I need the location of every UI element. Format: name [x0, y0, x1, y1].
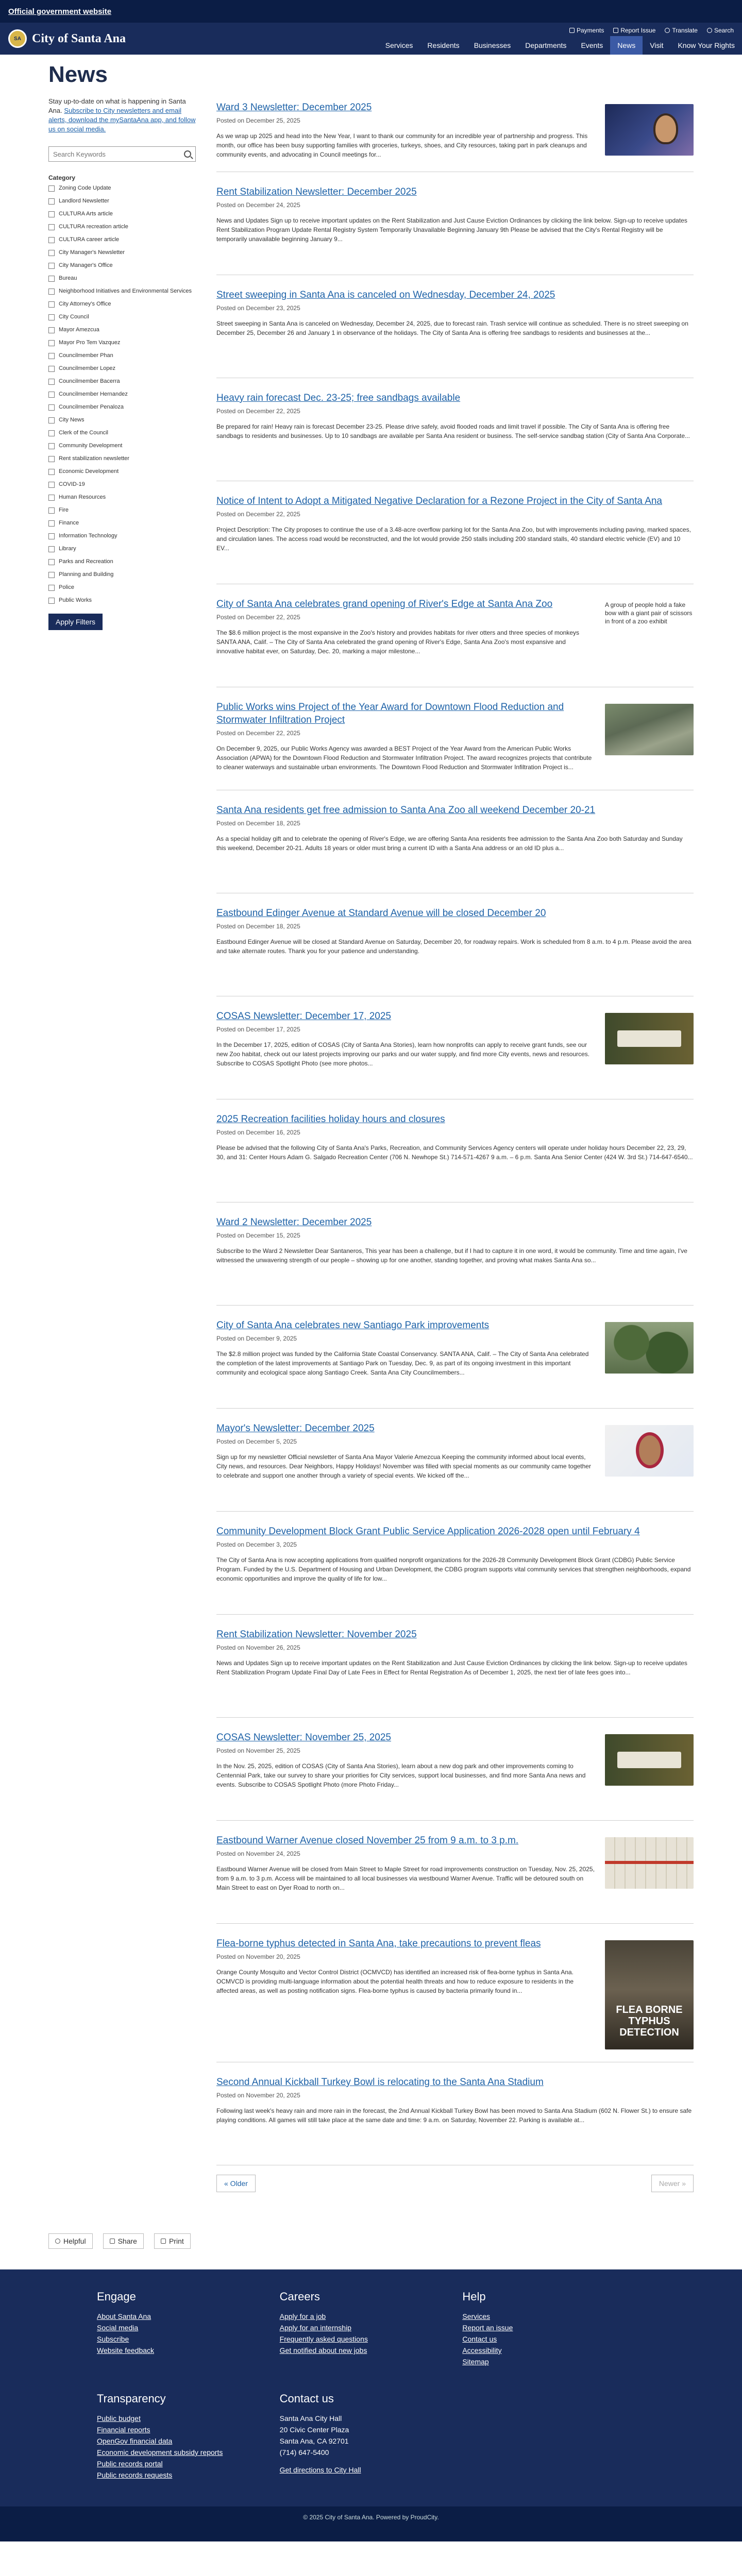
cosas-logo-icon — [617, 1752, 681, 1768]
news-text — [216, 907, 694, 984]
footer-link-about-santa-ana[interactable]: About Santa Ana — [97, 2312, 151, 2320]
news-text — [216, 1319, 595, 1396]
news-title-link[interactable]: Ward 3 Newsletter: December 2025 — [216, 102, 372, 113]
category-clerk-of-the-council[interactable]: Clerk of the Council — [48, 429, 196, 437]
news-text — [216, 1731, 595, 1808]
aerial-photo-image — [605, 704, 694, 755]
nav-services[interactable]: Services — [385, 41, 413, 49]
news-text — [216, 101, 595, 159]
footer-link-website-feedback[interactable]: Website feedback — [97, 2346, 155, 2354]
footer-text: 20 Civic Center Plaza — [279, 2426, 349, 2434]
category-checkbox[interactable] — [48, 456, 55, 462]
category-library[interactable]: Library — [48, 545, 196, 553]
closure-map-image — [605, 1837, 694, 1889]
news-summary: In the Nov. 25, 2025, edition of COSAS (City of Santa Ana Stories), learn about a new dog park and other improvements coming to Centennial Park, take our survey to share your priorities for City services, support local businesses, and find more Santa Ana news and events. Subscribe to COSAS Spotlight Photo (more Photo Friday... — [216, 1762, 586, 1788]
category-checkbox[interactable] — [48, 469, 55, 475]
category-checkbox[interactable] — [48, 404, 55, 411]
footer-link-report-an-issue[interactable]: Report an issue — [462, 2324, 513, 2332]
news-date: Posted on December 18, 2025 — [216, 820, 300, 827]
news-title-link[interactable]: 2025 Recreation facilities holiday hours and closures — [216, 1114, 445, 1125]
category-checkbox[interactable] — [48, 263, 55, 269]
news-item — [216, 584, 694, 687]
print-button[interactable]: Print — [154, 2233, 191, 2249]
news-item — [216, 481, 694, 584]
category-checkbox[interactable] — [48, 507, 55, 514]
category-checkbox[interactable] — [48, 289, 55, 295]
news-item — [216, 1718, 694, 1821]
news-item — [216, 1821, 694, 1924]
category-councilmember-penaloza[interactable]: Councilmember Penaloza — [48, 403, 196, 411]
category-label: Category — [48, 174, 76, 181]
news-date: Posted on December 15, 2025 — [216, 1232, 300, 1239]
news-date: Posted on December 22, 2025 — [216, 730, 300, 737]
news-title-link[interactable]: Ward 2 Newsletter: December 2025 — [216, 1217, 372, 1228]
category-checkbox[interactable] — [48, 482, 55, 488]
news-text — [216, 1216, 694, 1293]
footer-text: Santa Ana, CA 92701 — [279, 2437, 349, 2445]
site-name: City of Santa Ana — [32, 31, 126, 45]
footer-link-subscribe[interactable]: Subscribe — [97, 2335, 129, 2343]
nav-departments[interactable]: Departments — [525, 41, 567, 49]
category-checkbox[interactable] — [48, 417, 55, 423]
news-summary: Orange County Mosquito and Vector Control District (OCMVCD) has identified an increased risk of flea-borne typhus in Santa Ana. OCMVCD is providing multi-language information about the potential health threats and how to reduce exposure to residents in the affected areas, as well as posting notification signs. Flea-borne typhus is caused by bacteria primarily found in... — [216, 1969, 574, 1994]
category-landlord-newsletter[interactable]: Landlord Newsletter — [48, 197, 196, 205]
category-human-resources[interactable]: Human Resources — [48, 494, 196, 501]
search-icon[interactable] — [184, 150, 191, 158]
utility-translate-link[interactable]: Translate — [665, 27, 698, 34]
category-councilmember-phan[interactable]: Councilmember Phan — [48, 352, 196, 360]
category-city-manager-s-newsletter[interactable]: City Manager's Newsletter — [48, 249, 196, 257]
nav-events[interactable]: Events — [581, 41, 603, 49]
footer-heading: Careers — [279, 2290, 320, 2303]
category-economic-development[interactable]: Economic Development — [48, 468, 196, 476]
news-title-link[interactable]: COSAS Newsletter: December 17, 2025 — [216, 1011, 391, 1022]
footer-link-public-budget[interactable]: Public budget — [97, 2414, 141, 2422]
megaphone-icon — [613, 28, 618, 33]
news-text — [216, 1422, 595, 1499]
news-title-link[interactable]: Notice of Intent to Adopt a Mitigated Negative Declaration for a Rezone Project in the City of Santa Ana — [216, 496, 663, 506]
news-summary: Eastbound Warner Avenue will be closed from Main Street to Maple Street for road improvements construction on Tuesday, Nov. 25, 2025, from 9 a.m. to 3 p.m. Access will be maintained to all local businesses via westbound Warner Avenue. Traffic will be detoured south on Main Street to east on Dyer Road to north on... — [216, 1866, 595, 1891]
news-text — [216, 289, 694, 365]
intro-text: Stay up-to-date on what is happening in Santa Ana. Subscribe to City newsletters and email alerts, download the mySantaAna app, and follow us on social media. — [48, 97, 196, 133]
news-summary: News and Updates Sign up to receive important updates on the Rent Stabilization and Just Cause Eviction Ordinances by clicking the link below. Sign-up to receive updates Rent Stabilization Program Update Final Day of Late Fees in Effect for Rental Registration As of December 1, 2025, the next tier of late fees goes into... — [216, 1659, 687, 1676]
news-title-link[interactable]: Rent Stabilization Newsletter: November 2025 — [216, 1629, 417, 1640]
news-title-link[interactable]: Second Annual Kickball Turkey Bowl is relocating to the Santa Ana Stadium — [216, 2077, 544, 2088]
news-summary: The $8.6 million project is the most expansive in the Zoo's history and provides habitats for river otters and three species of monkeys SANTA ANA, Calif. – The City of Santa Ana celebrated the grand opening of River's Edge, Santa Ana Zoo's most expansive and innovative habitat ever, on Saturday, Dec. 20, marking a major milestone... — [216, 629, 579, 655]
category-public-works[interactable]: Public Works — [48, 597, 196, 604]
share-icon — [110, 2239, 115, 2244]
nav-businesses[interactable]: Businesses — [474, 41, 511, 49]
footer-column-careers — [280, 2290, 463, 2367]
helpful-button[interactable]: Helpful — [48, 2233, 93, 2249]
site-footer — [0, 2269, 742, 2506]
news-list — [216, 62, 694, 2192]
newsletter-portrait-image — [605, 104, 694, 156]
news-summary: Street sweeping in Santa Ana is canceled on Wednesday, December 24, 2025, due to forecast rain. Trash service will continue as scheduled. There is no street sweeping on December 25, December 26 and January 1 in observance of the holidays. The City of Santa Ana is offering free sandbags to residents and businesses at the... — [216, 320, 688, 336]
news-item — [216, 1409, 694, 1512]
news-summary: Following last week's heavy rain and more rain in the forecast, the 2nd Annual Kickball Turkey Bowl has been moved to Santa Ana Stadium (602 N. Flower St.) to ensure safe playing conditions. All games will still take place at the same date and time: 9 a.m. on Saturday, November 22. Parking is available at... — [216, 2107, 692, 2124]
footer-link-social-media[interactable]: Social media — [97, 2324, 139, 2332]
share-bar — [48, 2233, 694, 2249]
category-finance[interactable]: Finance — [48, 519, 196, 527]
news-summary: News and Updates Sign up to receive important updates on the Rent Stabilization and Just Cause Eviction Ordinances by clicking the link below. Sign-up to receive updates Rent Stabilization Program Update Rental Registry System Temporarily Unavailable Beginning January 9th Please be advised that the City's Rental Registry will be temporarily unavailable beginning January 9... — [216, 217, 687, 243]
news-item — [216, 1202, 694, 1306]
news-date: Posted on December 22, 2025 — [216, 614, 300, 621]
news-item — [216, 687, 694, 790]
news-title-link[interactable]: Rent Stabilization Newsletter: December 2025 — [216, 187, 417, 197]
footer-link-opengov-financial-data[interactable]: OpenGov financial data — [97, 2437, 173, 2445]
news-item — [216, 1615, 694, 1718]
footer-heading: Contact us — [279, 2392, 334, 2405]
footer-link-sitemap[interactable]: Sitemap — [462, 2358, 489, 2366]
news-date: Posted on December 5, 2025 — [216, 1438, 297, 1445]
category-planning-and-building[interactable]: Planning and Building — [48, 571, 196, 579]
category-rent-stabilization-newsletter[interactable]: Rent stabilization newsletter — [48, 455, 196, 463]
news-item — [216, 790, 694, 893]
category-cultura-arts-article[interactable]: CULTURA Arts article — [48, 210, 196, 218]
card-icon — [569, 28, 575, 33]
category-checkbox[interactable] — [48, 585, 55, 591]
category-checkbox[interactable] — [48, 353, 55, 359]
news-summary: Sign up for my newsletter Official newsletter of Santa Ana Mayor Valerie Amezcua Keeping the community informed about local events, City news, and resources. Dear Neighbors, Happy Holidays! November was filled with special moments as our community came together to celebrate and support one another through a variety of special events. We kicked off the... — [216, 1453, 591, 1479]
news-title-link[interactable]: Street sweeping in Santa Ana is canceled on Wednesday, December 24, 2025 — [216, 290, 555, 300]
footer-heading: Engage — [97, 2290, 136, 2303]
news-text — [216, 1834, 595, 1911]
news-title-link[interactable]: Heavy rain forecast Dec. 23-25; free sandbags available — [216, 393, 461, 403]
news-title-link[interactable]: Eastbound Warner Avenue closed November 25 from 9 a.m. to 3 p.m. — [216, 1835, 519, 1846]
category-checkbox[interactable] — [48, 301, 55, 308]
news-summary: Project Description: The City proposes to continue the use of a 3.48-acre overflow parking lot for the Santa Ana Zoo, but with improvements including paving, marked spaces, and circulation lanes. The access road would be reconstructed, and the lot would provide 250 stalls including 200 standard stalls, 40 standard electric vehicle (EV) and 10 EV... — [216, 526, 691, 552]
footer-link-economic-development-subsidy-reports[interactable]: Economic development subsidy reports — [97, 2448, 223, 2456]
footer-heading: Transparency — [97, 2392, 166, 2405]
news-date: Posted on November 25, 2025 — [216, 1747, 300, 1754]
footer-link-public-records-portal[interactable]: Public records portal — [97, 2460, 163, 2468]
news-date: Posted on November 26, 2025 — [216, 1644, 300, 1651]
category-checkbox[interactable] — [48, 198, 55, 205]
news-title-link[interactable]: Santa Ana residents get free admission to Santa Ana Zoo all weekend December 20-21 — [216, 805, 596, 816]
news-summary: As we wrap up 2025 and head into the New Year, I want to thank our community for an incredible year of partnership and progress. This month, our office has been busy supporting families with groceries, turkeys, shoes, and City resources, taking part in park cleanups and community events, and advocating in Council meetings for... — [216, 132, 588, 158]
category-police[interactable]: Police — [48, 584, 196, 591]
news-summary: The $2.8 million project was funded by the California State Coastal Conservancy. SANTA ANA, Calif. – The City of Santa Ana celebrated the completion of the latest improvements at Santiago Park on Tuesday, Dec. 9, as part of its ongoing investment in this important community and ecological space along Santiago Creek. Santa Ana City Councilmembers... — [216, 1350, 589, 1376]
printer-icon — [161, 2239, 166, 2244]
category-cultura-recreation-article[interactable]: CULTURA recreation article — [48, 223, 196, 231]
category-fire[interactable]: Fire — [48, 506, 196, 514]
news-title-link[interactable]: City of Santa Ana celebrates grand opening of River's Edge at Santa Ana Zoo — [216, 599, 553, 609]
nav-know-your-rights[interactable]: Know Your Rights — [678, 41, 735, 49]
category-checkbox[interactable] — [48, 598, 55, 604]
category-checkbox[interactable] — [48, 546, 55, 552]
news-item — [216, 1306, 694, 1409]
main-nav — [378, 36, 742, 55]
news-date: Posted on December 22, 2025 — [216, 408, 300, 415]
footer-column-help — [462, 2290, 645, 2367]
news-item — [216, 1924, 694, 2062]
category-checkbox[interactable] — [48, 185, 55, 192]
share-button[interactable]: Share — [103, 2233, 144, 2249]
portrait-face-icon — [653, 113, 678, 144]
nav-residents[interactable]: Residents — [427, 41, 460, 49]
news-summary: Eastbound Edinger Avenue will be closed at Standard Avenue on Saturday, December 20, for roadway repairs. Work is scheduled from 8 a.m. to 4 p.m. Please avoid the area and take alternate routes. Thank you for your patience and understanding. — [216, 938, 692, 955]
category-checkbox[interactable] — [48, 224, 55, 230]
category-checkbox[interactable] — [48, 237, 55, 243]
news-summary: In the December 17, 2025, edition of COSAS (City of Santa Ana Stories), learn how nonprofits can apply to receive grant funds, see our new Zoo habitat, check out our latest projects improving our parks and our water supply, and find more City events, news and resources. Subscribe to COSAS Spotlight Photo (see more photos... — [216, 1041, 590, 1067]
category-checkbox[interactable] — [48, 211, 55, 217]
news-date: Posted on December 18, 2025 — [216, 923, 300, 930]
footer-bottom: © 2025 City of Santa Ana. Powered by ProudCity. — [0, 2506, 742, 2541]
category-city-manager-s-office[interactable]: City Manager's Office — [48, 262, 196, 269]
news-date: Posted on December 16, 2025 — [216, 1129, 300, 1136]
news-item — [216, 996, 694, 1099]
poster-text: FLEA BORNE TYPHUS DETECTION — [616, 2004, 683, 2038]
news-text — [216, 804, 694, 880]
footer-link-contact-us[interactable]: Contact us — [462, 2335, 497, 2343]
news-title-link[interactable]: Flea-borne typhus detected in Santa Ana, take precautions to prevent fleas — [216, 1938, 541, 1949]
news-text — [216, 598, 595, 674]
news-item — [216, 62, 694, 172]
news-summary: Please be advised that the following City of Santa Ana's Parks, Recreation, and Community Services Agency centers will operate under holiday hours December 22, 23, 29, 30, and 31: Center Hours Adam G. Salgado Recreation Center (706 N. Newhope St.) 714-571-4267 9 a.m. – 6 p.m. Santa Ana Senior Center (424 W. 3rd St.) 714-647-6540... — [216, 1144, 693, 1161]
nav-visit[interactable]: Visit — [650, 41, 664, 49]
news-text — [216, 392, 694, 468]
closed-road-icon — [605, 1861, 694, 1864]
footer-text: Santa Ana City Hall — [279, 2414, 342, 2422]
category-checkbox[interactable] — [48, 340, 55, 346]
category-parks-and-recreation[interactable]: Parks and Recreation — [48, 558, 196, 566]
category-councilmember-lopez[interactable]: Councilmember Lopez — [48, 365, 196, 372]
utility-report-issue-link[interactable]: Report Issue — [613, 27, 655, 34]
cosas-logo-image — [605, 1013, 694, 1064]
footer-link-public-records-requests[interactable]: Public records requests — [97, 2471, 173, 2479]
gov-banner-text[interactable]: Official government website — [8, 7, 112, 16]
news-date: Posted on December 23, 2025 — [216, 304, 300, 312]
category-information-technology[interactable]: Information Technology — [48, 532, 196, 540]
news-date: Posted on December 3, 2025 — [216, 1541, 297, 1548]
page-title: News — [48, 62, 108, 87]
utility-nav — [569, 27, 734, 34]
category-checkbox[interactable] — [48, 572, 55, 578]
news-text — [216, 495, 694, 571]
news-text — [216, 1010, 595, 1087]
globe-icon — [665, 28, 670, 33]
sidebar — [48, 62, 196, 2192]
category-checkbox[interactable] — [48, 379, 55, 385]
category-checkbox[interactable] — [48, 276, 55, 282]
heart-icon — [55, 2239, 60, 2244]
category-checkbox[interactable] — [48, 443, 55, 449]
city-seal-icon: SA — [8, 29, 27, 48]
category-city-news[interactable]: City News — [48, 416, 196, 424]
news-title-link[interactable]: Public Works wins Project of the Year Award for Downtown Flood Reduction and Stormwater Infiltration Project — [216, 702, 564, 725]
apply-filters-button[interactable]: Apply Filters — [48, 614, 103, 630]
category-cultura-career-article[interactable]: CULTURA career article — [48, 236, 196, 244]
footer-directions-link[interactable]: Get directions to City Hall — [279, 2466, 361, 2474]
category-councilmember-hernandez[interactable]: Councilmember Hernandez — [48, 391, 196, 398]
mayor-portrait-image — [605, 1425, 694, 1477]
news-text — [216, 185, 694, 262]
news-title-link[interactable]: City of Santa Ana celebrates new Santiago Park improvements — [216, 1320, 490, 1331]
site-header — [0, 23, 742, 55]
news-summary: On December 9, 2025, our Public Works Agency was awarded a BEST Project of the Year Award from the American Public Works Association (APWA) for the Downtown Flood Reduction and Stormwater Infiltration Project. The award recognizes projects that contribute to cleaner waterways and sustainable urban environments. The Downtown Flood Reduction and Stormwater Infiltration Project is... — [216, 745, 592, 771]
category-list — [48, 184, 196, 604]
category-checkbox[interactable] — [48, 366, 55, 372]
news-date: Posted on December 22, 2025 — [216, 511, 300, 518]
category-checkbox[interactable] — [48, 430, 55, 436]
category-neighborhood-initiatives-and-environmental-services[interactable]: Neighborhood Initiatives and Environmental Services — [48, 287, 196, 295]
park-trees-image — [605, 1322, 694, 1374]
footer-text: (714) 647-5400 — [279, 2448, 329, 2456]
news-title-link[interactable]: COSAS Newsletter: November 25, 2025 — [216, 1732, 391, 1743]
broken-image-alt-text: A group of people hold a fake bow with a giant pair of scissors in front of a zoo exhibit — [605, 601, 693, 625]
search-icon — [707, 28, 712, 33]
nav-news[interactable]: News — [610, 36, 643, 55]
news-text — [216, 1628, 694, 1705]
news-title-link[interactable]: Mayor's Newsletter: December 2025 — [216, 1423, 375, 1434]
category-covid-19[interactable]: COVID-19 — [48, 481, 196, 488]
news-item — [216, 1099, 694, 1202]
news-title-link[interactable]: Community Development Block Grant Public Service Application 2026-2028 open until February 4 — [216, 1526, 640, 1537]
news-item — [216, 275, 694, 378]
category-checkbox[interactable] — [48, 495, 55, 501]
news-item — [216, 172, 694, 275]
utility-search-link[interactable]: Search — [707, 27, 734, 34]
older-button[interactable]: « Older — [216, 2175, 256, 2192]
search-input[interactable] — [53, 150, 172, 158]
cosas-logo-image — [605, 1734, 694, 1786]
news-date: Posted on November 20, 2025 — [216, 2092, 300, 2099]
category-checkbox[interactable] — [48, 327, 55, 333]
category-checkbox[interactable] — [48, 314, 55, 320]
footer-link-frequently-asked-questions[interactable]: Frequently asked questions — [279, 2335, 368, 2343]
category-checkbox[interactable] — [48, 520, 55, 527]
news-summary: The City of Santa Ana is now accepting applications from qualified nonprofit organizations for the 2026-28 Community Development Block Grant (CDBG) Public Service Program. Funded by the U.S. Department of Housing and Urban Development, the CDBG program supports vital community services that strengthen neighborhoods, expand economic opportunities and improve the quality of life for low... — [216, 1556, 691, 1582]
news-date: Posted on December 17, 2025 — [216, 1026, 300, 1033]
news-date: Posted on December 25, 2025 — [216, 117, 300, 124]
category-community-development[interactable]: Community Development — [48, 442, 196, 450]
newer-button: Newer » — [651, 2175, 694, 2192]
footer-link-services[interactable]: Services — [462, 2312, 491, 2320]
utility-payments-link[interactable]: Payments — [569, 27, 604, 34]
category-councilmember-bacerra[interactable]: Councilmember Bacerra — [48, 378, 196, 385]
news-summary: As a special holiday gift and to celebrate the opening of River's Edge, we are offering Santa Ana residents free admission to the Santa Ana Zoo both Saturday and Sunday this weekend, December 20-21. Adults 18 years or older must bring a current ID with a Santa Ana address or an old ID plus a... — [216, 835, 683, 852]
news-date: Posted on December 9, 2025 — [216, 1335, 297, 1342]
category-zoning-code-update[interactable]: Zoning Code Update — [48, 184, 196, 192]
news-title-link[interactable]: Eastbound Edinger Avenue at Standard Avenue will be closed December 20 — [216, 908, 546, 919]
footer-link-apply-for-a-job[interactable]: Apply for a job — [279, 2312, 326, 2320]
news-date: Posted on December 24, 2025 — [216, 201, 300, 209]
category-city-council[interactable]: City Council — [48, 313, 196, 321]
category-bureau[interactable]: Bureau — [48, 275, 196, 282]
category-checkbox[interactable] — [48, 533, 55, 539]
mayor-face-icon — [636, 1432, 664, 1468]
category-checkbox[interactable] — [48, 250, 55, 256]
category-mayor-amezcua[interactable]: Mayor Amezcua — [48, 326, 196, 334]
footer-column-contact-us — [280, 2392, 463, 2481]
news-date: Posted on November 24, 2025 — [216, 1850, 300, 1857]
news-item — [216, 893, 694, 996]
footer-heading: Help — [462, 2290, 486, 2303]
news-item — [216, 378, 694, 481]
cosas-logo-icon — [617, 1030, 681, 1047]
category-checkbox[interactable] — [48, 559, 55, 565]
page-content — [48, 55, 694, 2213]
gov-banner — [0, 0, 742, 23]
flea-typhus-poster-image — [605, 1940, 694, 2049]
footer-link-accessibility[interactable]: Accessibility — [462, 2346, 502, 2354]
news-date: Posted on November 20, 2025 — [216, 1953, 300, 1960]
footer-column-transparency — [97, 2392, 280, 2481]
site-logo[interactable] — [8, 29, 126, 48]
news-text — [216, 1937, 595, 2049]
subscribe-link[interactable]: Subscribe to City newsletters and email alerts, download the mySantaAna app, and follow us on social media. — [48, 107, 196, 133]
footer-column-engage — [97, 2290, 280, 2367]
category-city-attorney-s-office[interactable]: City Attorney's Office — [48, 300, 196, 308]
footer-link-get-notified-about-new-jobs[interactable]: Get notified about new jobs — [279, 2346, 367, 2354]
category-checkbox[interactable] — [48, 392, 55, 398]
news-text — [216, 701, 595, 777]
news-summary: Be prepared for rain! Heavy rain is forecast December 23-25. Please drive safely, avoid flooded roads and limit travel if possible. The City of Santa Ana is offering free sandbags to residents and businesses. Up to 10 sandbags are available per Santa Ana resident or business. The self-service sandbag station (City of Santa Ana Corporate... — [216, 423, 690, 439]
news-item — [216, 2062, 694, 2165]
category-mayor-pro-tem-vazquez[interactable]: Mayor Pro Tem Vazquez — [48, 339, 196, 347]
news-summary: Subscribe to the Ward 2 Newsletter Dear Santaneros, This year has been a challenge, but if I had to capture it in one word, it would be community. Time and time again, I've witnessed the unwavering strength of our people – showing up for one another, standing together, and proving what makes Santa Ana so... — [216, 1247, 687, 1264]
search-box — [48, 146, 196, 162]
news-item — [216, 1512, 694, 1615]
news-text — [216, 1525, 694, 1602]
news-text — [216, 1113, 694, 1190]
footer-link-apply-for-an-internship[interactable]: Apply for an internship — [279, 2324, 351, 2332]
news-text — [216, 2076, 694, 2153]
footer-link-financial-reports[interactable]: Financial reports — [97, 2426, 150, 2434]
pagination — [216, 2175, 694, 2192]
